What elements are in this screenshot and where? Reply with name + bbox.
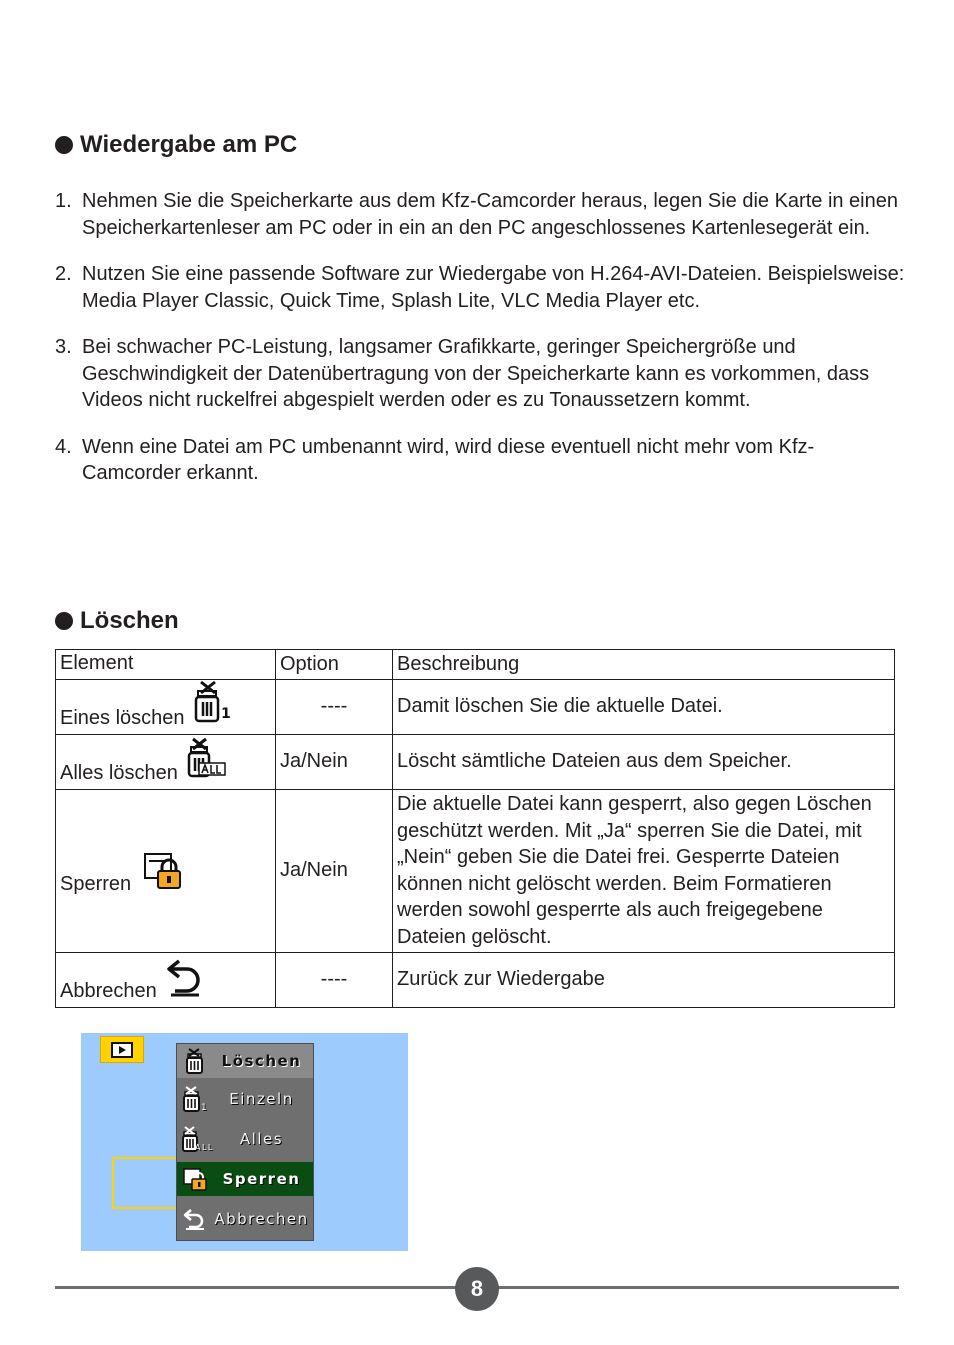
menu-item-sperren[interactable]: Sperren — [177, 1162, 313, 1196]
playback-mode-icon — [100, 1036, 144, 1063]
bullet-icon — [55, 136, 73, 154]
cell-option: ---- — [276, 679, 393, 734]
delete-one-icon — [193, 680, 233, 732]
svg-text:1: 1 — [201, 1103, 209, 1113]
header-description: Beschreibung — [393, 650, 895, 680]
cell-option: Ja/Nein — [276, 789, 393, 952]
table-row — [56, 789, 895, 952]
bullet-icon — [55, 612, 73, 630]
delete-one-icon — [180, 1086, 210, 1112]
lock-file-icon — [180, 1167, 210, 1191]
list-item: 4. Wenn eine Datei am PC umbenannt wird, wird diese eventuell nicht mehr vom Kfz-Camcorder erkannt. — [55, 435, 815, 484]
delete-all-icon — [186, 737, 228, 787]
list-item: 2. Nutzen Sie eine passende Software zur Wiedergabe von H.264-AVI-Dateien. Beispielsweise: Media Player Classic, Quick Time, Splash Lite, VLC Media Player etc. — [55, 263, 905, 312]
return-icon — [180, 1208, 210, 1230]
page-number: 8 — [455, 1267, 499, 1311]
cell-description: Damit löschen Sie die aktuelle Datei. — [393, 679, 895, 734]
list-item: 3. Bei schwacher PC-Leistung, langsamer Grafikkarte, geringer Speichergröße und Geschwindigkeit der Datenübertragung von der Speicherkarte kann es vorkommen, dass Videos nicht ruckelfrei abgespielt werden oder es zu Tonaussetzern kommt. — [55, 336, 870, 411]
cell-option: Ja/Nein — [276, 734, 393, 789]
header-element: Element — [56, 650, 276, 680]
svg-text:ALL: ALL — [195, 1143, 214, 1152]
list-item: 1. Nehmen Sie die Speicherkarte aus dem Kfz-Camcorder heraus, legen Sie die Karte in einen Speicherkartenleser am PC oder in ein an den PC angeschlossenes Kartenlesegerät ein. — [55, 190, 898, 239]
trash-icon — [180, 1048, 210, 1074]
cell-element: Alles löschen — [56, 734, 276, 789]
svg-text:1: 1 — [220, 706, 231, 722]
section-title: Wiedergabe am PC — [80, 131, 298, 158]
header-option: Option — [276, 650, 393, 680]
table-header-row — [56, 650, 895, 680]
cell-option: ---- — [276, 952, 393, 1007]
menu-item-abbrechen[interactable]: Abbrechen — [177, 1202, 313, 1236]
camera-screen-preview — [81, 1033, 408, 1251]
menu-item-alles[interactable]: ALL Alles — [177, 1122, 313, 1156]
table-row — [56, 734, 895, 789]
table-row — [56, 952, 895, 1007]
cell-element: Eines löschen 1 — [56, 679, 276, 734]
table-row — [56, 679, 895, 734]
return-icon — [165, 957, 205, 1005]
cell-description: Die aktuelle Datei kann gesperrt, also gegen Löschen geschützt werden. Mit „Ja“ sperren Sie die Datei, mit „Nein“ geben Sie die Datei frei. Gesperrte Dateien können nicht gelöscht werden. Beim Formatieren werden sowohl gesperrte als auch freigegebene Dateien gelöscht. — [393, 789, 895, 952]
lock-file-icon — [143, 852, 183, 898]
section-heading-delete — [55, 607, 179, 635]
cell-description: Zurück zur Wiedergabe — [393, 952, 895, 1007]
cell-description: Löscht sämtliche Dateien aus dem Speicher. — [393, 734, 895, 789]
highlight-bracket — [112, 1157, 178, 1209]
section-title: Löschen — [80, 607, 179, 634]
cell-element: Abbrechen — [56, 952, 276, 1007]
menu-item-loeschen: Löschen — [177, 1044, 313, 1078]
delete-menu — [176, 1043, 314, 1241]
options-table — [55, 649, 895, 1008]
menu-item-einzeln[interactable]: 1 Einzeln — [177, 1082, 313, 1116]
instruction-list — [55, 188, 905, 507]
section-heading-playback — [55, 131, 297, 159]
cell-element: Sperren — [56, 789, 276, 952]
delete-all-icon — [180, 1126, 214, 1152]
